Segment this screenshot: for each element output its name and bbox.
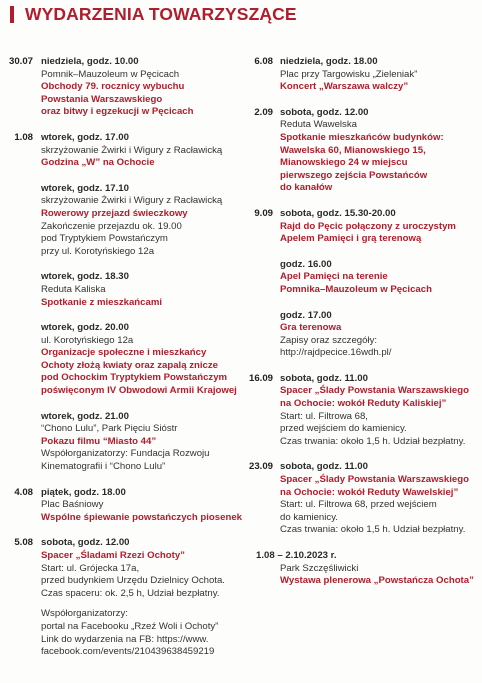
event-session [41, 487, 246, 525]
event-title: Spotkanie z mieszkańcami [41, 296, 163, 308]
event-session [41, 271, 246, 309]
event-date: 23.09 [248, 461, 273, 473]
event-session [280, 56, 482, 94]
event-session [41, 183, 246, 259]
event-time: sobota, godz. 11.00 [280, 372, 368, 384]
event-session [41, 132, 246, 170]
event-title: pod Ochockim Tryptykiem Powstańczym [41, 372, 228, 384]
event-time: wtorek, godz. 18.30 [41, 271, 129, 283]
event-info: Współorganizatorzy: [41, 608, 128, 620]
event-entry [0, 132, 246, 474]
event-time: sobota, godz. 12.00 [41, 537, 130, 549]
event-place: ul. Korotyńskiego 12a [41, 334, 134, 346]
event-session [280, 461, 482, 537]
event-session [280, 107, 482, 195]
event-entry [0, 56, 246, 119]
event-place: Pomnik–Mauzoleum w Pęcicach [41, 68, 180, 80]
event-title: Spacer „Śladami Rzezi Ochoty” [41, 550, 185, 561]
event-place: Reduta Kaliska [41, 283, 106, 295]
event-time: sobota, godz. 11.00 [280, 461, 368, 473]
event-time: niedziela, godz. 18.00 [280, 56, 378, 67]
event-info: Zapisy oraz szczegóły: [280, 334, 378, 346]
event-place: skrzyżowanie Żwirki i Wigury z Racławicką [41, 144, 223, 156]
event-title: Obchody 79. rocznicy wybuchu [41, 81, 185, 93]
event-date: 4.08 [14, 486, 33, 498]
event-info: przed wejściem do kamienicy. [280, 423, 407, 435]
event-time: sobota, godz. 12.00 [280, 106, 369, 118]
event-session [256, 550, 482, 588]
event-entry [246, 56, 482, 94]
event-session [280, 208, 482, 246]
header-accent-bar [10, 6, 14, 23]
event-entry [246, 461, 482, 537]
event-time: wtorek, godz. 21.00 [41, 410, 129, 422]
page-title: WYDARZENIA TOWARZYSZĄCE [25, 3, 297, 24]
event-date: 5.08 [14, 537, 33, 549]
event-entry [0, 487, 246, 525]
event-title: Rowerowy przejazd świeczkowy [41, 207, 188, 219]
event-time: wtorek, godz. 20.00 [41, 322, 129, 334]
page-header [10, 4, 297, 24]
event-title: Apel Pamięci na terenie [280, 271, 388, 283]
event-title: Rajd do Pęcic połączony z uroczystym [280, 220, 456, 232]
event-entry [0, 537, 246, 658]
event-title: na Ochocie: wokół Reduty Wawelskiej” [280, 486, 459, 498]
event-info: przed budynkiem Urzędu Dzielnicy Ochota. [41, 575, 225, 587]
event-date: 1.08 – 2.10.2023 r. [256, 550, 337, 561]
event-title: Pokazu filmu “Miasto 44” [41, 435, 157, 447]
event-info: Czas trwania: około 1,5 h. Udział bezpłatny. [280, 524, 466, 536]
event-info: do kamienicy. [280, 511, 338, 523]
event-session [41, 537, 246, 658]
event-place: Plac Baśniowy [41, 499, 104, 511]
event-session [280, 310, 482, 360]
event-date: 16.09 [248, 372, 273, 384]
event-time: piątek, godz. 18.00 [41, 486, 126, 498]
event-title: Organizacje społeczne i mieszkańcy [41, 347, 207, 359]
event-date: 9.09 [254, 207, 273, 219]
event-title: Apelem Pamięci i grą terenową [280, 233, 422, 245]
event-place: Plac przy Targowisku „Zieleniak” [280, 68, 418, 80]
event-title: Mianowskiego 24 w miejscu [280, 157, 408, 169]
event-info: Start: ul. Grójecka 17a, [41, 562, 140, 574]
event-session [280, 259, 482, 297]
left-column [0, 56, 246, 659]
event-info: Czas spaceru: ok. 2,5 h, Udział bezpłatny. [41, 587, 220, 599]
event-title: Spotkanie mieszkańców budynków: [280, 131, 444, 143]
event-info: Start: ul. Filtrowa 68, [280, 410, 368, 422]
event-title: Spacer „Ślady Powstania Warszawskiego [280, 385, 469, 397]
event-entry [246, 208, 482, 360]
event-session [280, 373, 482, 449]
event-title: Powstania Warszawskiego [41, 93, 163, 105]
event-entry [246, 373, 482, 449]
event-entry [246, 107, 482, 195]
event-title: Godzina „W” na Ochocie [41, 157, 155, 169]
event-title: do kanałów [280, 182, 333, 194]
event-title: Koncert „Warszawa walczy” [280, 81, 409, 93]
event-time: sobota, godz. 15.30-20.00 [280, 207, 396, 219]
event-time: godz. 16.00 [280, 258, 332, 270]
event-info: Kinematografii i “Chono Lulu” [41, 461, 166, 473]
event-date: 1.08 [14, 131, 33, 143]
event-time: wtorek, godz. 17.00 [41, 131, 129, 143]
event-link[interactable]: http://rajdpecice.16wdh.pl/ [280, 347, 392, 359]
event-title: na Ochocie: wokół Reduty Kaliskiej” [280, 398, 447, 410]
event-title: Wspólne śpiewanie powstańczych piosenek [41, 511, 242, 523]
event-date: 30.07 [8, 56, 33, 67]
event-entry [246, 550, 482, 588]
event-info: Współorganizatorzy: Fundacja Rozwoju [41, 448, 210, 460]
event-place: Reduta Wawelska [280, 119, 357, 131]
event-info: facebook.com/events/210439638459219 [41, 646, 215, 658]
event-session [41, 56, 246, 119]
event-session [41, 411, 246, 474]
event-session [41, 322, 246, 398]
event-title: oraz bitwy i egzekucji w Pęcicach [41, 106, 194, 118]
event-time: wtorek, godz. 17.10 [41, 182, 129, 194]
event-info: Zakończenie przejazdu ok. 19.00 [41, 220, 182, 232]
event-title: Wystawa plenerowa „Powstańcza Ochota” [280, 575, 474, 587]
event-info: Start: ul. Filtrowa 68, przed wejściem [280, 499, 437, 511]
spacer [41, 600, 246, 608]
event-info: pod Tryptykiem Powstańczym [41, 233, 168, 245]
event-title: Pomnika–Mauzoleum w Pęcicach [280, 283, 432, 295]
event-place: Park Szczęśliwicki [280, 562, 359, 574]
event-time: niedziela, godz. 10.00 [41, 56, 139, 67]
right-column [246, 56, 482, 588]
event-title: Wawelska 60, Mianowskiego 15, [280, 144, 426, 156]
event-date: 2.09 [254, 106, 273, 118]
event-date: 6.08 [254, 56, 273, 67]
event-info: przy ul. Korotyńskiego 12a [41, 245, 155, 257]
event-title: poświęconym IV Obwodowi Armii Krajowej [41, 385, 237, 397]
event-time: godz. 17.00 [280, 309, 332, 321]
event-title: pierwszego zejścia Powstańców [280, 169, 428, 181]
event-title: Gra terenowa [280, 322, 342, 334]
event-place: skrzyżowanie Żwirki i Wigury z Racławicką [41, 195, 223, 207]
event-info: portal na Facebooku „Rzeź Woli i Ochoty” [41, 620, 219, 632]
event-title: Ochoty złożą kwiaty oraz zapalą znicze [41, 359, 219, 371]
event-info: Link do wydarzenia na FB: https://www. [41, 633, 209, 645]
event-info: Czas trwania: około 1,5 h. Udział bezpłatny. [280, 435, 466, 447]
event-title: Spacer „Ślady Powstania Warszawskiego [280, 474, 469, 486]
event-place: “Chono Lulu”, Park Pięciu Sióstr [41, 423, 178, 435]
